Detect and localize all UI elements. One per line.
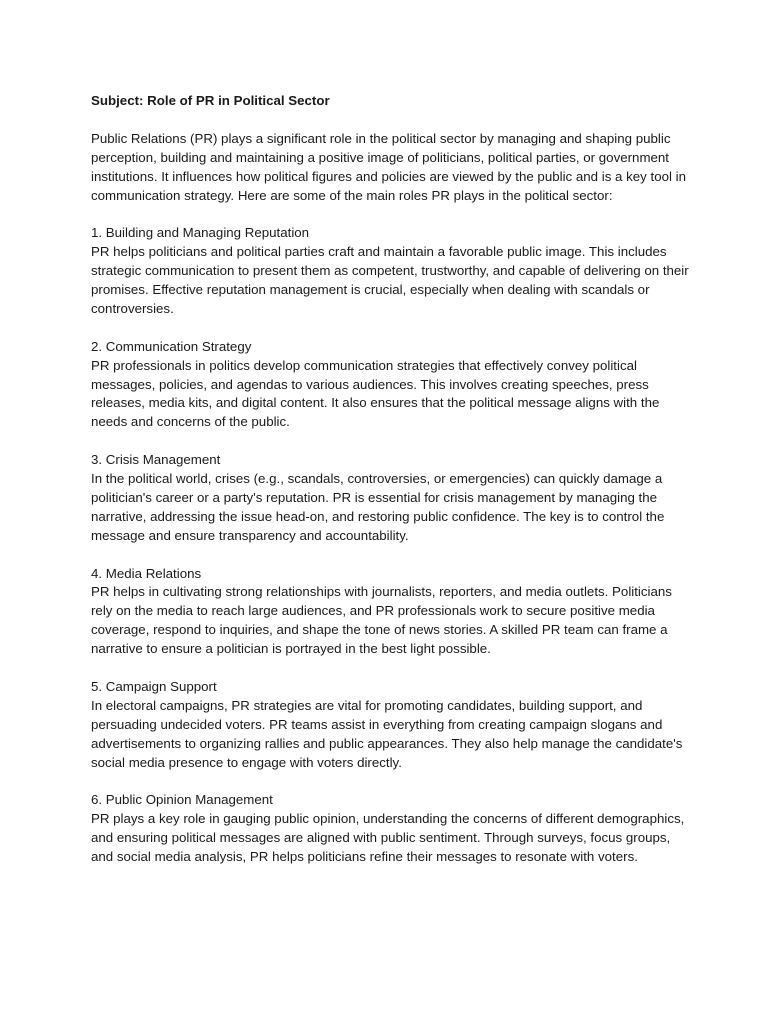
section-body: PR plays a key role in gauging public opinion, understanding the concerns of different demographics, and ensuring political messages are aligned with public sentiment. Through surveys, focus groups, and social media analysis, PR helps politicians refine their messages to resonate with voters.: [91, 811, 685, 865]
section-media-relations: [91, 565, 691, 660]
section-heading: 5. Campaign Support: [91, 679, 217, 694]
document-page: [91, 92, 691, 886]
section-body: In the political world, crises (e.g., scandals, controversies, or emergencies) can quickly damage a politician's career or a party's reputation. PR is essential for crisis management by managing the narrative, addressing the issue head-on, and restoring public confidence. The key is to control the message and ensure transparency and accountability.: [91, 471, 665, 543]
section-body: PR professionals in politics develop communication strategies that effectively convey political messages, policies, and agendas to various audiences. This involves creating speeches, press releases, media kits, and digital content. It also ensures that the political message aligns with the needs and concerns of the public.: [91, 357, 660, 430]
intro-paragraph: Public Relations (PR) plays a significant role in the political sector by managing and shaping public perception, building and maintaining a positive image of politicians, political parties, or government institutions. It influences how political figures and policies are viewed by the public and is a key tool in communication strategy. Here are some of the main roles PR plays in the political sector:: [91, 130, 686, 203]
section-campaign-support: [91, 678, 691, 773]
section-heading: 3. Crisis Management: [91, 452, 221, 468]
section-communication-strategy: [91, 338, 691, 433]
document-subject: Subject: Role of PR in Political Sector: [91, 93, 330, 108]
section-heading: 6. Public Opinion Management: [91, 792, 273, 808]
section-body: In electoral campaigns, PR strategies are vital for promoting candidates, building support, and persuading undecided voters. PR teams assist in everything from creating campaign slogans and advertisements to organizing rallies and public appearances. They also help manage the candidate's social media presence to engage with voters directly.: [91, 697, 683, 770]
section-heading: 2. Communication Strategy: [91, 338, 252, 354]
section-public-opinion: [91, 791, 691, 867]
section-heading: 1. Building and Managing Reputation: [91, 225, 310, 241]
section-crisis-management: [91, 451, 691, 546]
section-body: PR helps in cultivating strong relationships with journalists, reporters, and media outlets. Politicians rely on the media to reach large audiences, and PR professionals work to secure positive media coverage, respond to inquiries, and shape the tone of news stories. A skilled PR team can frame a narrative to ensure a politician is portrayed in the best light possible.: [91, 584, 672, 657]
section-reputation: [91, 224, 691, 319]
section-body: PR helps politicians and political parties craft and maintain a favorable public image. This includes strategic communication to present them as competent, trustworthy, and capable of delivering on their promises. Effective reputation management is crucial, especially when dealing with scandals or controversies.: [91, 244, 689, 316]
section-heading: 4. Media Relations: [91, 565, 202, 581]
